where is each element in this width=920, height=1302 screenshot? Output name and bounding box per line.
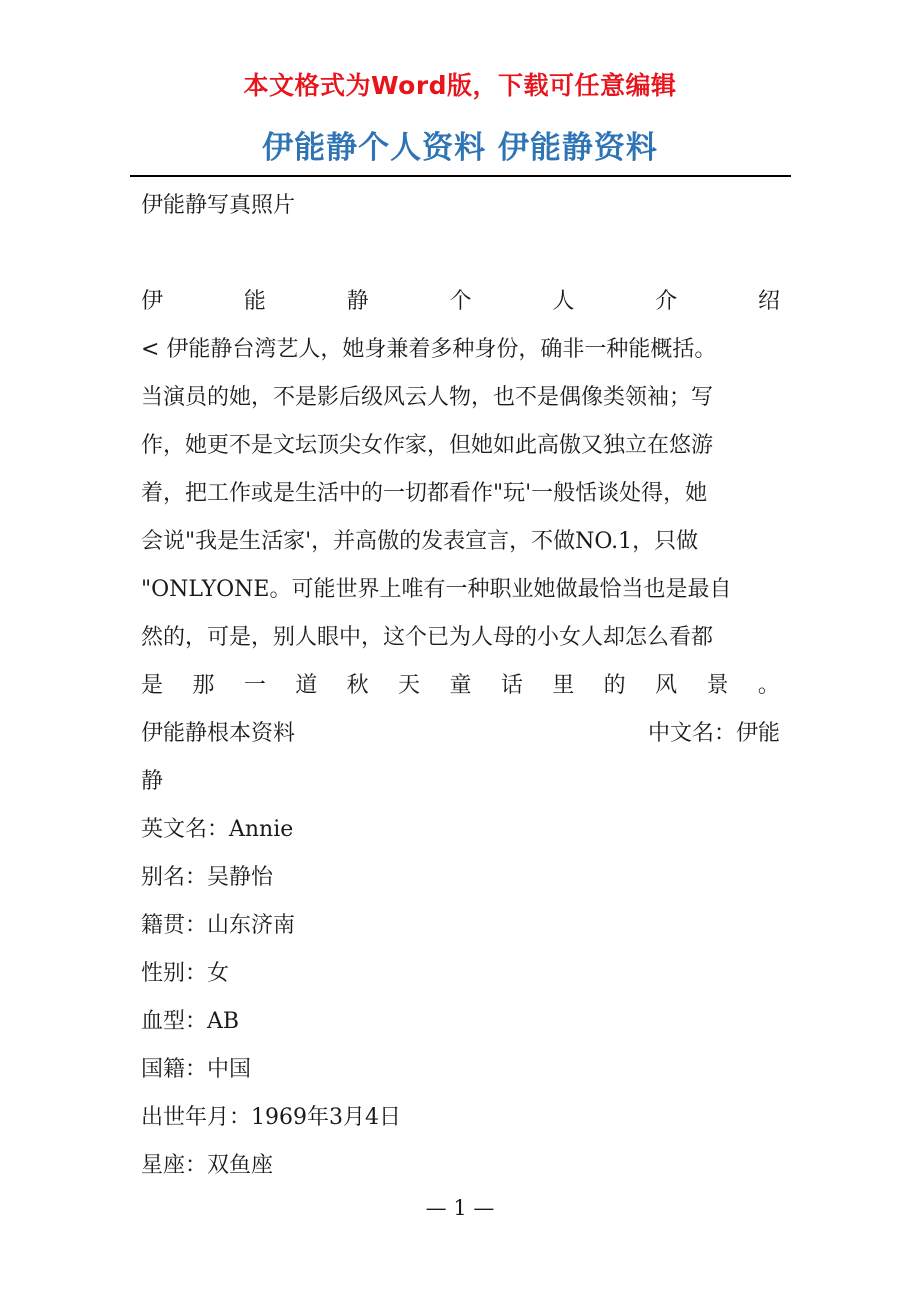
basic-info-heading: 伊能静根本资料 [141,721,296,746]
intro-char: 景 [706,673,729,698]
intro-line: 会说"我是生活家'，并高傲的发表宣言，不做NO.1，只做 [141,529,699,554]
heading-char: 静 [346,289,369,314]
chinese-name-label: 中文名：伊能 [647,721,780,746]
intro-char: 。 [757,673,780,698]
info-blood-type: 血型：AB [141,1009,240,1034]
heading-char: 人 [552,289,575,314]
intro-char: 天 [398,673,421,698]
heading-char: 伊 [141,289,164,314]
intro-char: 道 [295,673,318,698]
intro-char: 的 [603,673,626,698]
intro-line: 当演员的她，不是影后级风云人物，也不是偶像类领袖；写 [141,385,714,410]
intro-char: 那 [192,673,215,698]
intro-heading [141,278,780,326]
chinese-name-wrap: 静 [141,769,164,794]
basic-info-heading-row [141,710,780,758]
intro-line: 作，她更不是文坛顶尖女作家，但她如此高傲又独立在悠游 [141,433,714,458]
info-gender: 性别：女 [141,961,230,986]
intro-char: 风 [655,673,678,698]
info-english-name: 英文名：Annie [141,817,294,842]
intro-char: 童 [449,673,472,698]
blank-line [141,230,780,278]
intro-char: 是 [141,673,164,698]
intro-char: 话 [500,673,523,698]
info-zodiac: 星座：双鱼座 [141,1153,274,1178]
intro-line: < 伊能静台湾艺人，她身兼着多种身份，确非一种能概括。 [141,337,717,362]
info-native-place: 籍贯：山东济南 [141,913,296,938]
info-nationality: 国籍：中国 [141,1057,252,1082]
title-divider [130,175,791,177]
intro-char: 秋 [346,673,369,698]
heading-char: 个 [449,289,472,314]
intro-line: "ONLYONE。可能世界上唯有一种职业她做最恰当也是最自 [141,577,732,602]
heading-char: 能 [243,289,266,314]
heading-char: 介 [655,289,678,314]
info-alias: 别名：吴静怡 [141,865,274,890]
heading-char: 绍 [757,289,780,314]
document-body [141,182,780,1190]
intro-last-line [141,662,780,710]
page-number: — 1 — [425,1196,495,1220]
info-birth-date: 出世年月：1969年3月4日 [141,1105,401,1130]
intro-char: 一 [243,673,266,698]
photo-caption: 伊能静写真照片 [141,193,296,218]
intro-line: 然的，可是，别人眼中，这个已为人母的小女人却怎么看都 [141,625,714,650]
download-banner: 本文格式为Word版，下载可任意编辑 [243,71,677,100]
intro-line: 着，把工作或是生活中的一切都看作"玩'一般恬谈处得，她 [141,481,708,506]
intro-char: 里 [552,673,575,698]
page-title: 伊能静个人资料 伊能静资料 [262,130,658,166]
